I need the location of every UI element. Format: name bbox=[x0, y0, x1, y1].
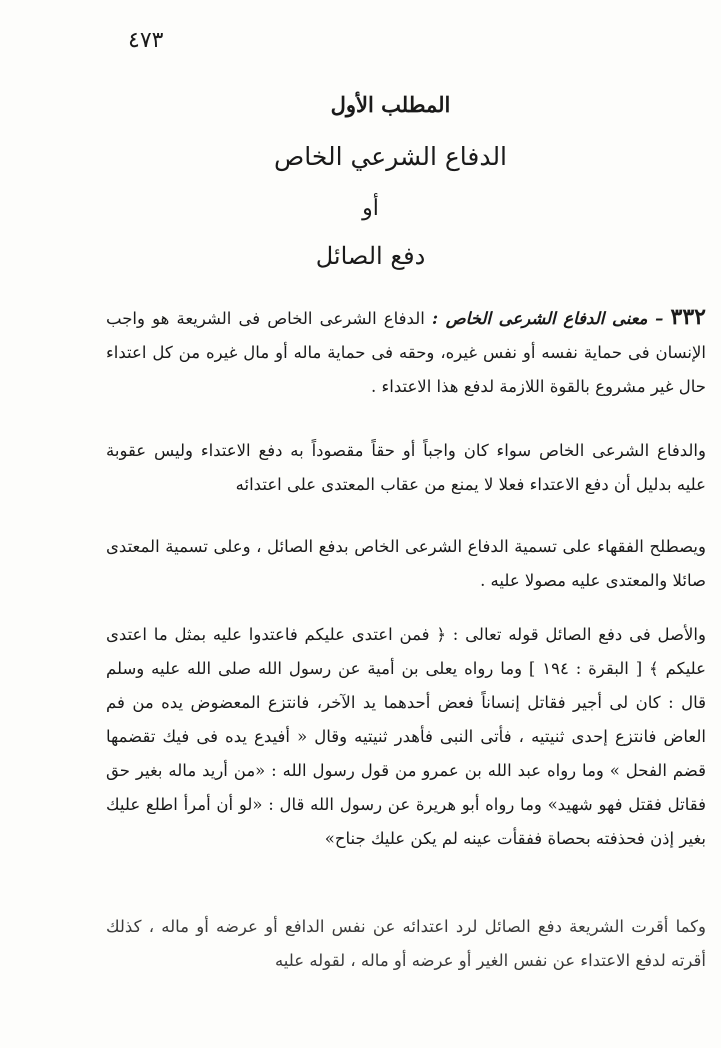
chapter-title: الدفاع الشرعي الخاص bbox=[273, 142, 508, 171]
paragraph-origin bbox=[106, 618, 706, 856]
paragraph-text: وكما أقرت الشريعة دفع الصائل لرد اعتدائه عن نفس الدافع أو عرضه أو ماله ، كذلك أقرته لدفع الاعتداء عن نفس الغير أو عرضه أو ماله ، لقوله عليه bbox=[106, 917, 706, 970]
paragraph-nature bbox=[106, 434, 706, 502]
page-number: ٤٧٣ bbox=[128, 28, 164, 53]
paragraph-terminology bbox=[106, 530, 706, 598]
paragraph-text: الدفاع الشرعى الخاص فى الشريعة هو واجب الإنسان فى حماية نفسه أو نفس غيره، وحقه فى حماية ماله أو مال غيره من كل اعتداء حال غير مشروع بالقوة اللازمة لدفع هذا الاعتداء . bbox=[106, 309, 706, 396]
chapter-subtitle: دفع الصائل bbox=[315, 242, 426, 270]
title-connector: أو bbox=[362, 196, 379, 221]
paragraph-definition bbox=[106, 300, 706, 404]
paragraph-title: – معنى الدفاع الشرعى الخاص : bbox=[431, 309, 664, 328]
paragraph-defense-of-others bbox=[106, 910, 706, 978]
paragraph-body bbox=[106, 300, 706, 404]
section-heading: المطلب الأول bbox=[330, 92, 451, 117]
paragraph-text: والدفاع الشرعى الخاص سواء كان واجباً أو حقاً مقصوداً به دفع الاعتداء وليس عقوبة عليه بدليل أن دفع الاعتداء فعلا لا يمنع من عقاب المعتدى على اعتدائه bbox=[106, 441, 706, 494]
paragraph-text: والأصل فى دفع الصائل قوله تعالى : ﴿ فمن اعتدى عليكم فاعتدوا عليه بمثل ما اعتدى عليكم ﴾ [ البقرة : ١٩٤ ] وما رواه يعلى بن أمية عن رسول الله صلى الله عليه وسلم قال : كان لى أجير فقاتل إنساناً فعض أحدهما يد الآخر، فانتزع المعضوض يده من فم العاض فانتزع إحدى ثنيتيه ، فأتى النبى فأهدر ثنيتيه وقال « أفيدع يده فى فيك تقضمها قضم الفحل » وما رواه عبد الله بن عمرو من قول رسول الله : «من أريد ماله بغير حق فقاتل فقتل فهو شهيد» وما رواه أبو هريرة عن رسول الله قال : «لو أن أمرأ اطلع عليك بغير إذن فحذفته بحصاة ففقأت عينه لم يكن عليك جناح» bbox=[106, 625, 706, 848]
paragraph-number: ٣٣٢ bbox=[670, 304, 706, 330]
paragraph-text: ويصطلح الفقهاء على تسمية الدفاع الشرعى الخاص بدفع الصائل ، وعلى تسمية المعتدى صائلا والمعتدى عليه مصولا عليه . bbox=[106, 537, 706, 590]
